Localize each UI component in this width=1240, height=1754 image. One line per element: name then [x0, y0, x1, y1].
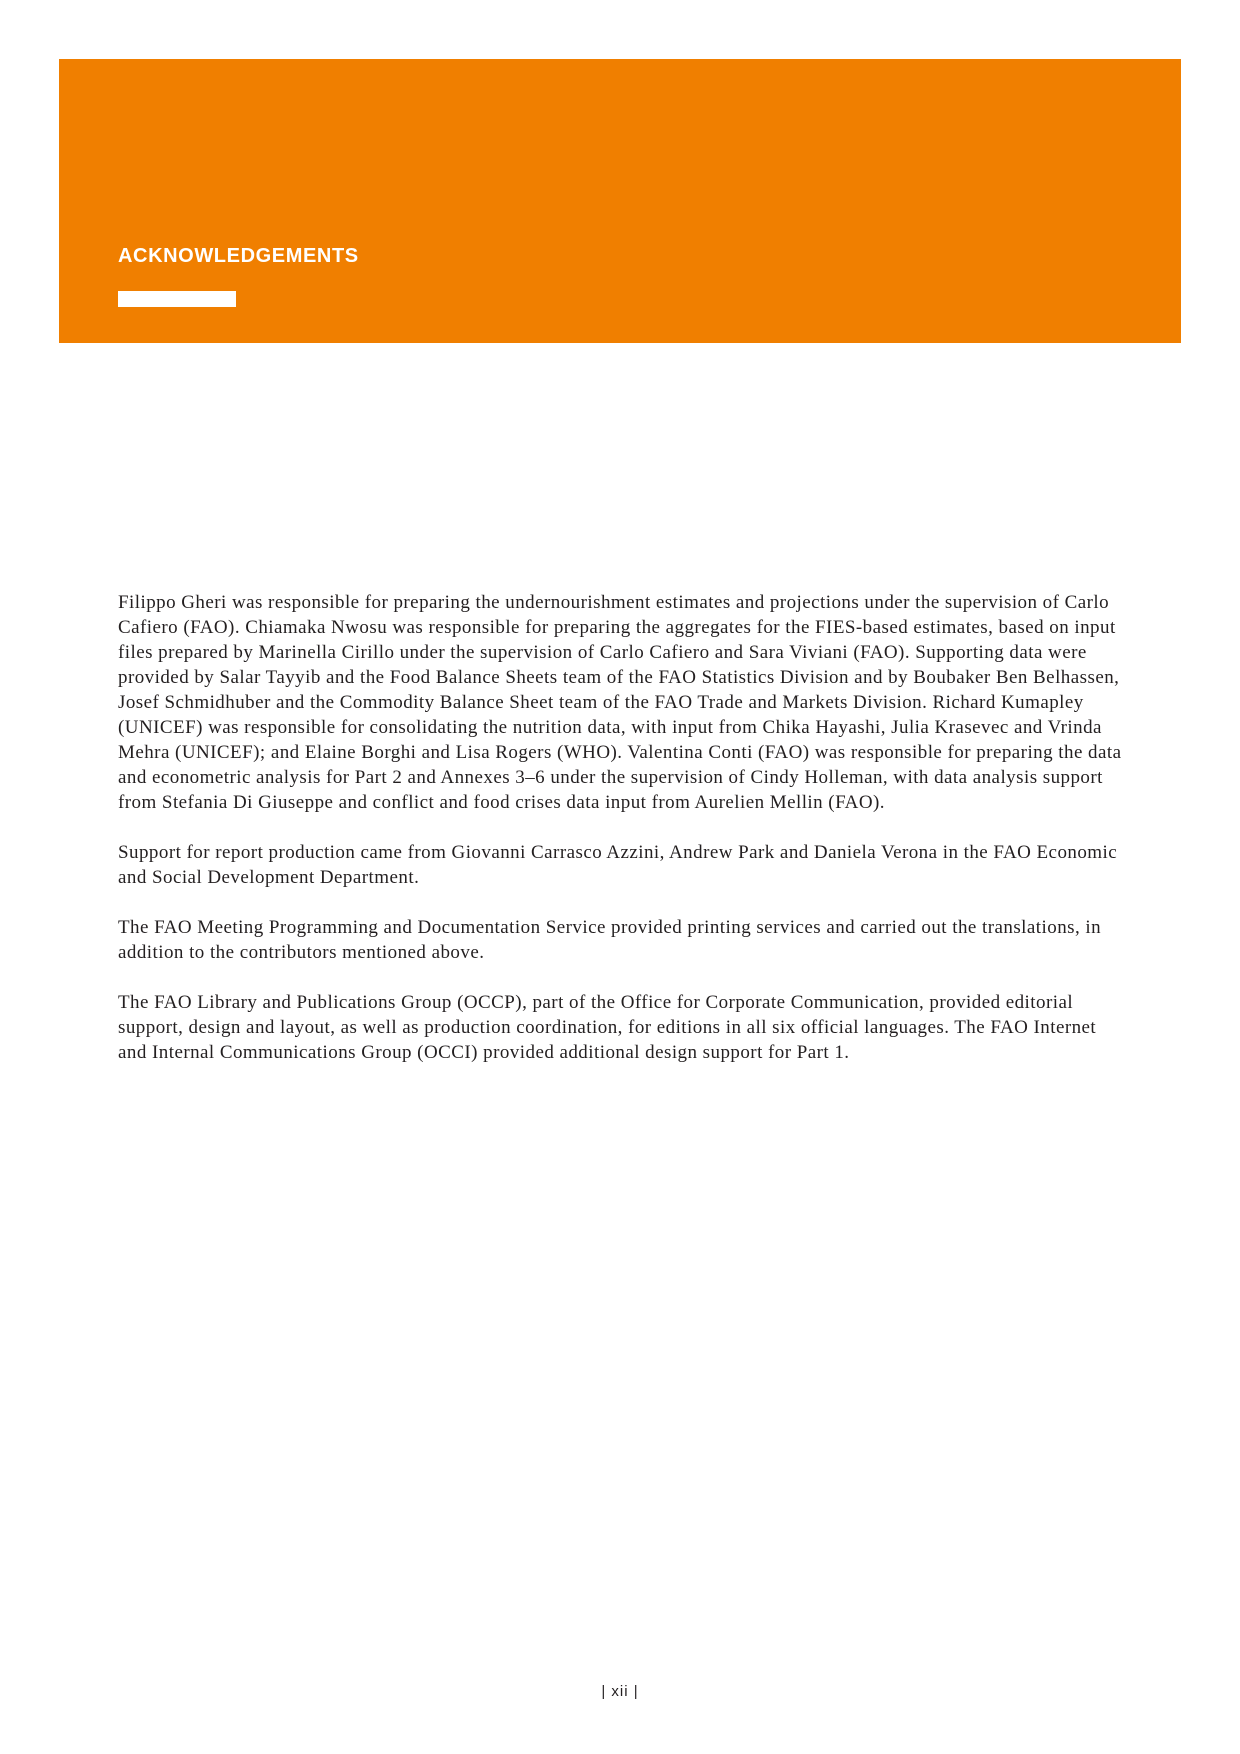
header-band	[59, 59, 1181, 343]
title-underline-bar	[118, 291, 236, 307]
paragraph-data-contributors: Filippo Gheri was responsible for preparing the undernourishment estimates and projections under the supervision of Carlo Cafiero (FAO). Chiamaka Nwosu was responsible for preparing the aggregates for the FIES-based estimates, based on input files prepared by Marinella Cirillo under the supervision of Carlo Cafiero and Sara Viviani (FAO). Supporting data were provided by Salar Tayyib and the Food Balance Sheets team of the FAO Statistics Division and by Boubaker Ben Belhassen, Josef Schmidhuber and the Commodity Balance Sheet team of the FAO Trade and Markets Division. Richard Kumapley (UNICEF) was responsible for consolidating the nutrition data, with input from Chika Hayashi, Julia Krasevec and Vrinda Mehra (UNICEF); and Elaine Borghi and Lisa Rogers (WHO). Valentina Conti (FAO) was responsible for preparing the data and econometric analysis for Part 2 and Annexes 3–6 under the supervision of Cindy Holleman, with data analysis support from Stefania Di Giuseppe and conflict and food crises data input from Aurelien Mellin (FAO).	[118, 592, 1122, 813]
paragraph-translation-services: The FAO Meeting Programming and Documentation Service provided printing services and carried out the translations, in addition to the contributors mentioned above.	[118, 917, 1102, 963]
acknowledgements-body	[118, 590, 1128, 1090]
paragraph-report-production: Support for report production came from Giovanni Carrasco Azzini, Andrew Park and Daniela Verona in the FAO Economic and Social Development Department.	[118, 842, 1118, 888]
page-title: ACKNOWLEDGEMENTS	[118, 245, 359, 267]
page-number: | xii |	[601, 1683, 639, 1700]
paragraph-publications-support: The FAO Library and Publications Group (OCCP), part of the Office for Corporate Communication, provided editorial support, design and layout, as well as production coordination, for editions in all six official languages. The FAO Internet and Internal Communications Group (OCCI) provided additional design support for Part 1.	[118, 992, 1097, 1063]
